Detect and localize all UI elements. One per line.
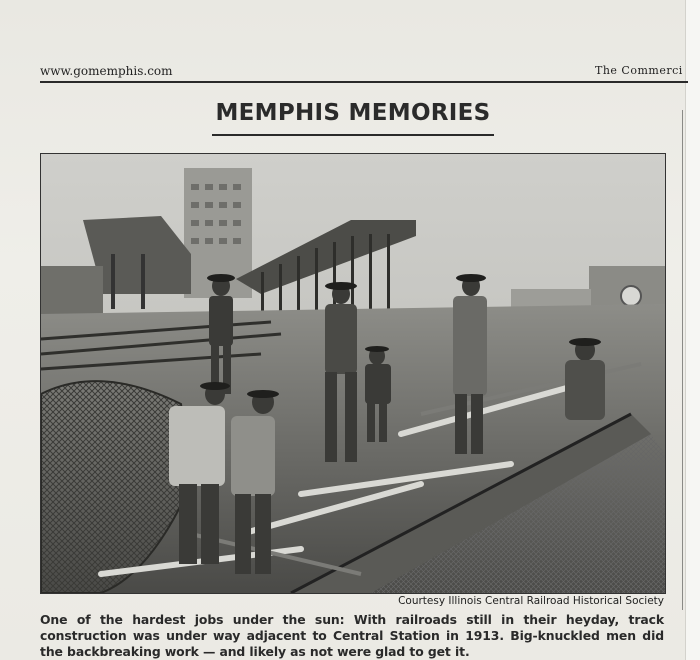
photo-caption: One of the hardest jobs under the sun: With railroads still in their heyday, track construction was under way adjacent to Central Station in 1913. Big-knuckled men did the backbreaking work — and likely as not were glad to get it. xyxy=(40,612,664,659)
masthead-url: www.gomemphis.com xyxy=(40,64,173,78)
headline-underline xyxy=(212,134,494,136)
masthead-rule xyxy=(40,81,688,83)
historic-photo xyxy=(40,153,666,594)
masthead-paper-name: The Commerci xyxy=(595,64,683,77)
historic-photo-illustration xyxy=(41,154,665,593)
headline: MEMPHIS MEMORIES xyxy=(215,100,491,126)
column-divider xyxy=(682,110,683,610)
page-edge xyxy=(685,0,700,660)
photo-credit: Courtesy Illinois Central Railroad Historical Society xyxy=(398,595,664,607)
